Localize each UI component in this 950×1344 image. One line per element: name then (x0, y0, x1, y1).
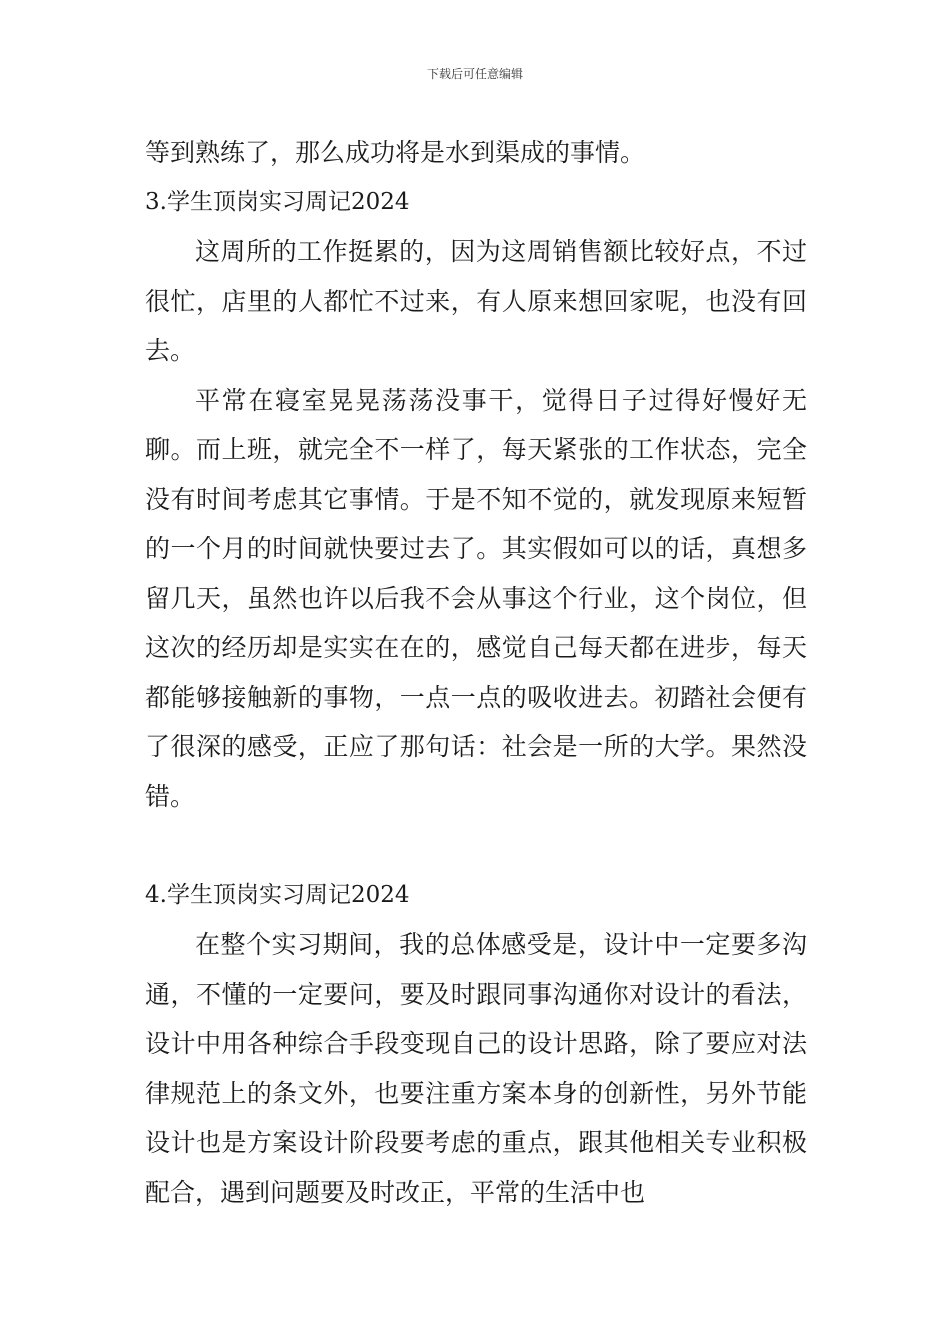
paragraph-continuation: 等到熟练了，那么成功将是水到渠成的事情。 (145, 138, 646, 167)
section-heading-3: 3.学生顶岗实习周记2024 (145, 188, 410, 215)
blank-line (145, 821, 807, 871)
paragraph-week3-1: 这周所的工作挺累的，因为这周销售额比较好点，不过很忙，店里的人都忙不过来，有人原来想回家呢，也没有回去。 (145, 237, 807, 365)
section-heading-4: 4.学生顶岗实习周记2024 (145, 881, 410, 908)
document-body (145, 128, 807, 1217)
paragraph-week3-2: 平常在寝室晃晃荡荡没事干，觉得日子过得好慢好无聊。而上班，就完全不一样了，每天紧张的工作状态，完全没有时间考虑其它事情。于是不知不觉的，就发现原来短暂的一个月的时间就快要过去了。其实假如可以的话，真想多留几天，虽然也许以后我不会从事这个行业，这个岗位，但这次的经历却是实实在在的，感觉自己每天都在进步，每天都能够接触新的事物，一点一点的吸收进去。初踏社会便有了很深的感受，正应了那句话：社会是一所的大学。果然没错。 (145, 385, 807, 811)
page-header: 下载后可任意编辑 (426, 67, 523, 81)
paragraph-week4-1: 在整个实习期间，我的总体感受是，设计中一定要多沟通，不懂的一定要问，要及时跟同事沟通你对设计的看法，设计中用各种综合手段变现自己的设计思路，除了要应对法律规范上的条文外，也要注重方案本身的创新性，另外节能设计也是方案设计阶段要考虑的重点，跟其他相关专业积极配合，遇到问题要及时改正，平常的生活中也 (145, 930, 807, 1207)
